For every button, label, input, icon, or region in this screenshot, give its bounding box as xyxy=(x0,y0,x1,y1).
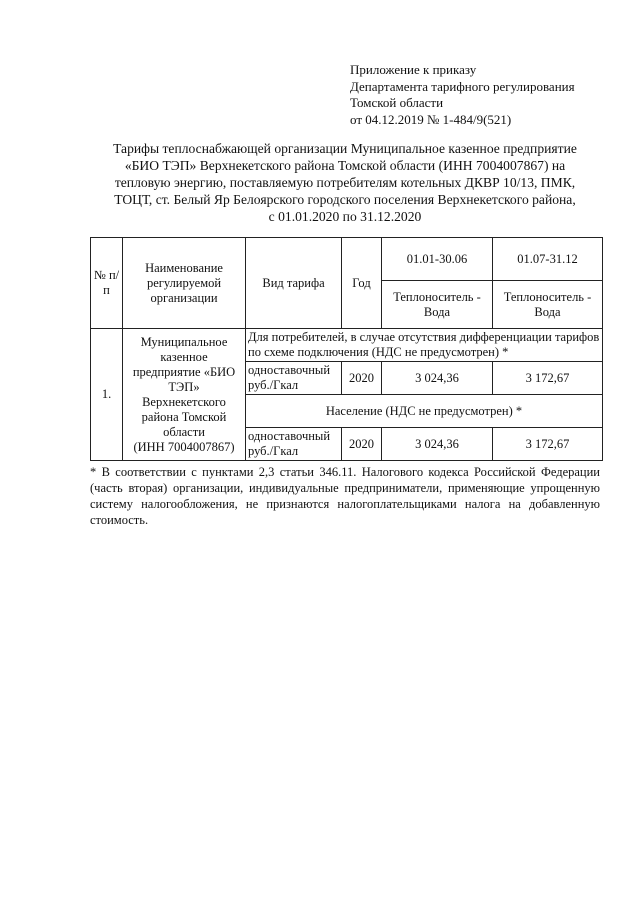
header-period-1: 01.01-30.06 xyxy=(382,238,493,281)
tariff-type-cell xyxy=(246,428,342,461)
year-cell: 2020 xyxy=(342,428,382,461)
group-label-population: Население (НДС не предусмотрен) * xyxy=(246,395,603,428)
footnote: * В соответствии с пунктами 2,3 статьи 346.11. Налогового кодекса Российской Федерации (часть вторая) организации, индивидуальные предприниматели, применяющие упрощенную систему налогообложения, не признаются налогоплательщиками налога на добавленную стоимость. xyxy=(90,465,600,527)
title-line: тепловую энергию, поставляемую потребителям котельных ДКВР 10/13, ПМК, xyxy=(114,175,576,190)
title-line: ТОЦТ, ст. Белый Яр Белоярского городского поселения Верхнекетского района, xyxy=(114,192,576,207)
header-num: № п/п xyxy=(91,238,123,329)
org-line: района Томской xyxy=(141,409,227,424)
appendix-header xyxy=(350,62,575,128)
header-org: Наименование регулируемой организации xyxy=(123,238,246,329)
tariff-type-line: одноставочный xyxy=(248,429,331,443)
appendix-line: Приложение к приказу xyxy=(350,62,477,77)
tariff-table xyxy=(90,237,603,461)
header-tariff-type: Вид тарифа xyxy=(246,238,342,329)
org-name-cell xyxy=(123,329,246,461)
org-line: предприятие «БИО xyxy=(132,364,236,379)
appendix-line: от 04.12.2019 № 1-484/9(521) xyxy=(350,111,512,127)
org-line: казенное xyxy=(160,349,208,364)
org-line: (ИНН 7004007867) xyxy=(133,439,235,454)
header-carrier-1: Теплоноситель - Вода xyxy=(382,281,493,329)
header-year: Год xyxy=(342,238,382,329)
document-title xyxy=(90,140,600,225)
tariff-type-cell xyxy=(246,362,342,395)
appendix-line: Томской области xyxy=(350,95,444,110)
year-cell: 2020 xyxy=(342,362,382,395)
org-line: Верхнекетского xyxy=(142,394,226,409)
tariff-unit-line: руб./Гкал xyxy=(248,378,299,392)
header-period-2: 01.07-31.12 xyxy=(493,238,603,281)
value-period-2: 3 172,67 xyxy=(493,428,603,461)
org-line: Муниципальное xyxy=(140,334,228,349)
value-period-1: 3 024,36 xyxy=(382,362,493,395)
row-num: 1. xyxy=(91,329,123,461)
group-label-consumers: Для потребителей, в случае отсутствия дифференциации тарифов по схеме подключения (НДС не предусмотрен) * xyxy=(246,329,603,362)
org-line: ТЭП» xyxy=(168,379,200,394)
value-period-2: 3 172,67 xyxy=(493,362,603,395)
tariff-type-line: одноставочный xyxy=(248,363,331,377)
value-period-1: 3 024,36 xyxy=(382,428,493,461)
org-line: области xyxy=(163,424,205,439)
tariff-unit-line: руб./Гкал xyxy=(248,444,299,458)
title-line: «БИО ТЭП» Верхнекетского района Томской области (ИНН 7004007867) на xyxy=(124,158,566,173)
title-line: Тарифы теплоснабжающей организации Муниципальное казенное предприятие xyxy=(113,141,577,156)
title-line: с 01.01.2020 по 31.12.2020 xyxy=(268,209,422,224)
appendix-line: Департамента тарифного регулирования xyxy=(350,78,575,94)
header-carrier-2: Теплоноситель - Вода xyxy=(493,281,603,329)
